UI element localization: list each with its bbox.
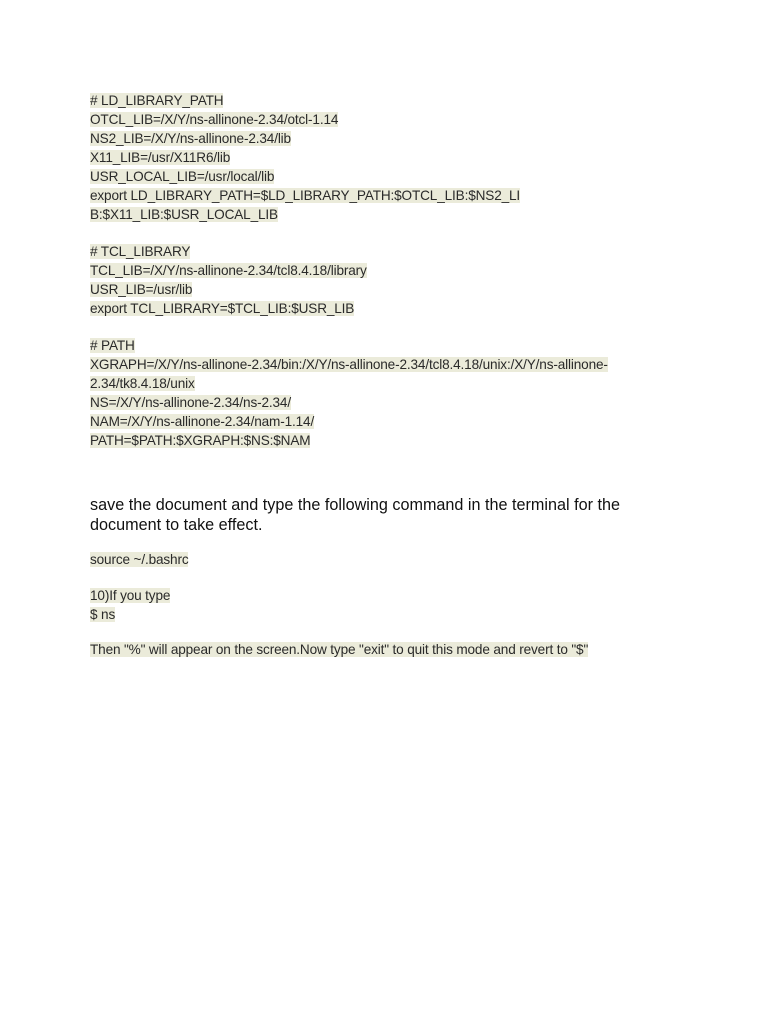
code-line: export TCL_LIBRARY=$TCL_LIB:$USR_LIB	[90, 301, 355, 316]
code-line: Then "%" will appear on the screen.Now type "exit" to quit this mode and revert to "$"	[90, 642, 589, 657]
code-line: NAM=/X/Y/ns-allinone-2.34/nam-1.14/	[90, 414, 315, 429]
code-line: 2.34/tk8.4.18/unix	[90, 376, 195, 391]
code-line: PATH=$PATH:$XGRAPH:$NS:$NAM	[90, 433, 311, 448]
code-line: 10)If you type	[90, 588, 171, 603]
then-note	[90, 640, 650, 659]
source-command	[90, 550, 650, 569]
code-line: TCL_LIB=/X/Y/ns-allinone-2.34/tcl8.4.18/library	[90, 263, 367, 278]
code-line: export LD_LIBRARY_PATH=$LD_LIBRARY_PATH:$OTCL_LIB:$NS2_LI	[90, 188, 521, 203]
code-line: XGRAPH=/X/Y/ns-allinone-2.34/bin:/X/Y/ns-allinone-2.34/tcl8.4.18/unix:/X/Y/ns-allinone-	[90, 357, 608, 372]
code-line: NS=/X/Y/ns-allinone-2.34/ns-2.34/	[90, 395, 291, 410]
code-line: # TCL_LIBRARY	[90, 244, 191, 259]
code-line: # LD_LIBRARY_PATH	[90, 93, 224, 108]
code-line: USR_LOCAL_LIB=/usr/local/lib	[90, 169, 275, 184]
path-section	[90, 336, 650, 450]
instruction-paragraph	[90, 495, 680, 535]
instruction-line: document to take effect.	[90, 516, 263, 534]
tcl-library-section	[90, 242, 650, 318]
code-line: # PATH	[90, 338, 135, 353]
code-line: USR_LIB=/usr/lib	[90, 282, 193, 297]
ld-library-path-section	[90, 91, 650, 224]
code-line: X11_LIB=/usr/X11R6/lib	[90, 150, 231, 165]
code-line: NS2_LIB=/X/Y/ns-allinone-2.34/lib	[90, 131, 291, 146]
step-10	[90, 586, 650, 624]
code-line: $ ns	[90, 607, 116, 622]
code-line: OTCL_LIB=/X/Y/ns-allinone-2.34/otcl-1.14	[90, 112, 339, 127]
instruction-line: save the document and type the following command in the terminal for the	[90, 496, 620, 514]
code-line: B:$X11_LIB:$USR_LOCAL_LIB	[90, 207, 278, 222]
code-line: source ~/.bashrc	[90, 552, 189, 567]
